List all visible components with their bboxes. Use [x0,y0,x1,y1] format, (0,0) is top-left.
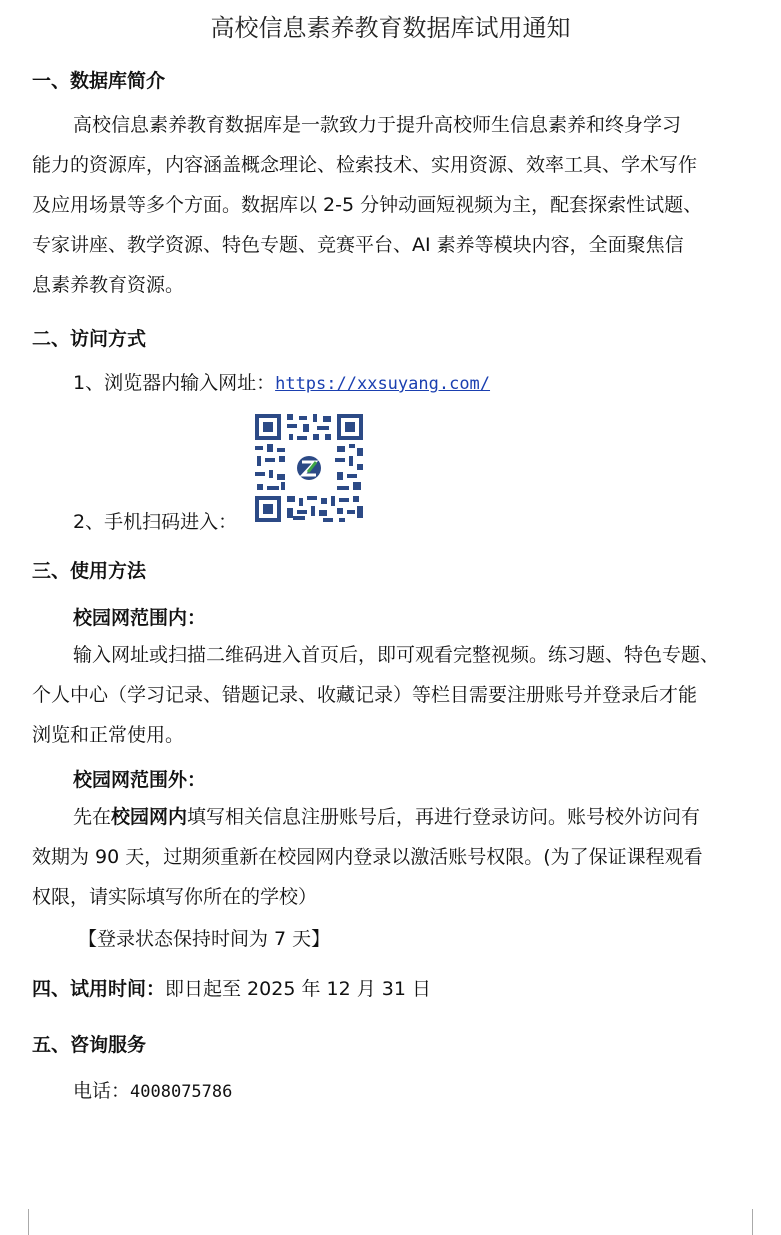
access-item-1 [73,363,490,404]
off-campus-emphasis: 校园网内 [111,806,188,828]
phone-line [73,1076,232,1103]
s1-line-3: 及应用场景等多个方面。数据库以 2-5 分钟动画短视频为主，配套探索性试题、 [32,194,703,216]
access-item-2: 2、手机扫码进入： [73,511,238,533]
s1-line-1: 高校信息素养教育数据库是一款致力于提升高校师生信息素养和终身学习 [73,114,682,136]
document-title: 高校信息素养教育数据库试用通知 [210,14,571,42]
page-corner-left [0,1209,29,1235]
section-2-heading: 二、访问方式 [32,328,147,350]
s1-line-5: 息素养教育资源。 [32,274,185,296]
trial-period-label: 四、试用时间： [32,978,166,1000]
trial-period-value: 即日起至 2025 年 12 月 31 日 [165,978,431,1000]
trial-period [32,974,431,1001]
section-3-heading: 三、使用方法 [32,560,147,582]
off-campus-line-2: 效期为 90 天，过期须重新在校园网内登录以激活账号权限。(为了保证课程观看 [32,846,703,868]
section-1-heading: 一、数据库简介 [32,70,166,92]
login-duration-note: 【登录状态保持时间为 7 天】 [78,928,331,950]
qr-code-icon[interactable] [253,412,365,524]
on-campus-title: 校园网范围内： [73,607,207,629]
off-campus-line-1-c: 填写相关信息注册账号后，再进行登录访问。账号校外访问有 [187,806,701,828]
on-campus-line-2: 个人中心（学习记录、错题记录、收藏记录）等栏目需要注册账号并登录后才能 [32,684,698,706]
page-corner-right [752,1209,781,1235]
on-campus-line-3: 浏览和正常使用。 [32,724,185,746]
off-campus-title: 校园网范围外： [73,769,207,791]
off-campus-line-1 [73,797,700,837]
s1-line-4: 专家讲座、教学资源、特色专题、竞赛平台、AI 素养等模块内容，全面聚焦信 [32,234,684,256]
on-campus-line-1: 输入网址或扫描二维码进入首页后，即可观看完整视频。练习题、特色专题、 [73,644,720,666]
off-campus-line-1-a: 先在 [73,806,112,828]
access-item-1-label: 1、浏览器内输入网址： [73,372,276,394]
off-campus-line-3: 权限，请实际填写你所在的学校） [32,886,318,908]
section-5-heading: 五、咨询服务 [32,1034,147,1056]
website-link[interactable]: https://xxsuyang.com/ [275,374,491,394]
phone-label: 电话： [73,1080,131,1102]
phone-number: 4008075786 [130,1082,233,1102]
s1-line-2: 能力的资源库，内容涵盖概念理论、检索技术、实用资源、效率工具、学术写作 [32,154,698,176]
